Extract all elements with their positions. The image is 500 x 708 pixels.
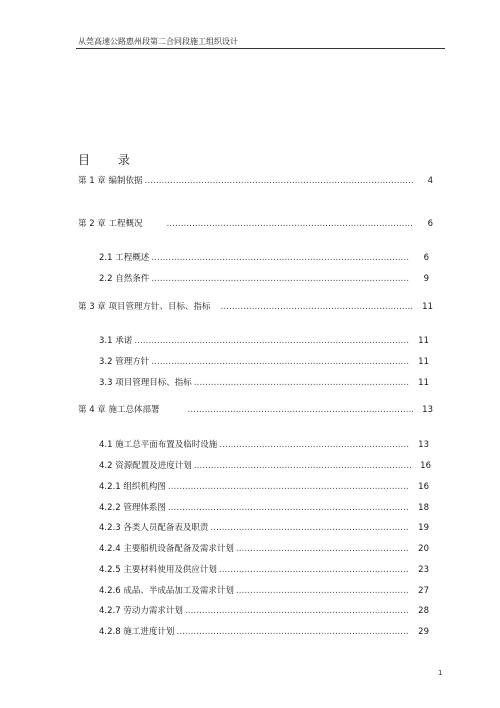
toc-section-entry[interactable] xyxy=(99,461,431,472)
toc-leader-dots xyxy=(176,627,409,638)
toc-leader-dots xyxy=(188,405,413,416)
toc-entry-page: 23 xyxy=(418,565,429,575)
toc-chapter-entry[interactable] xyxy=(78,219,433,230)
toc-subsection-entry[interactable] xyxy=(99,544,429,555)
toc-entry-label: 4.2.7 劳动力需求计划 xyxy=(99,606,183,616)
toc-entry-label: 第 2 章 工程概况 xyxy=(78,219,143,229)
toc-entry-label: 4.2.8 施工进度计划 xyxy=(99,627,175,637)
toc-leader-dots xyxy=(145,176,413,187)
toc-leader-dots xyxy=(194,461,411,472)
toc-leader-dots xyxy=(168,482,409,493)
toc-entry-page: 16 xyxy=(418,482,429,492)
toc-subsection-entry[interactable] xyxy=(99,482,429,493)
page-number: 1 xyxy=(438,669,443,677)
toc-section-entry[interactable] xyxy=(99,336,429,347)
header-rule xyxy=(76,48,445,49)
toc-entry-label: 2.2 自然条件 xyxy=(99,274,150,284)
toc-entry-page: 6 xyxy=(423,253,429,263)
toc-entry-label: 4.2.6 成品、半成品加工及需求计划 xyxy=(99,586,234,596)
toc-title: 目 录 xyxy=(78,153,142,167)
toc-entry-label: 3.1 承诺 xyxy=(99,336,133,346)
toc-entry-label: 4.2.4 主要船机设备配备及需求计划 xyxy=(99,544,234,554)
toc-entry-page: 9 xyxy=(423,274,429,284)
toc-subsection-entry[interactable] xyxy=(99,627,429,638)
toc-subsection-entry[interactable] xyxy=(99,565,429,576)
toc-subsection-entry[interactable] xyxy=(99,523,429,534)
toc-chapter-entry[interactable] xyxy=(78,302,433,313)
toc-leader-dots xyxy=(151,357,409,368)
toc-entry-page: 18 xyxy=(418,503,429,513)
toc-entry-page: 28 xyxy=(418,606,429,616)
toc-leader-dots xyxy=(236,586,409,597)
toc-leader-dots xyxy=(219,565,409,576)
toc-leader-dots xyxy=(134,336,409,347)
toc-entry-label: 3.2 管理方针 xyxy=(99,357,150,367)
toc-leader-dots xyxy=(151,253,409,264)
toc-entry-label: 4.2.5 主要材料使用及供应计划 xyxy=(99,565,217,575)
toc-leader-dots xyxy=(221,302,413,313)
toc-section-entry[interactable] xyxy=(99,253,429,264)
toc-entry-label: 第 4 章 施工总体部署 xyxy=(78,405,160,415)
toc-leader-dots xyxy=(210,523,409,534)
toc-subsection-entry[interactable] xyxy=(99,606,429,617)
toc-entry-label: 4.2.1 组织机构图 xyxy=(99,482,166,492)
toc-section-entry[interactable] xyxy=(99,274,429,285)
toc-entry-page: 4 xyxy=(427,176,433,186)
toc-entry-label: 4.2.3 各类人员配备表及职责 xyxy=(99,523,209,533)
toc-entry-label: 第 1 章 编制依据 xyxy=(78,176,143,186)
toc-leader-dots xyxy=(236,544,409,555)
toc-subsection-entry[interactable] xyxy=(99,586,429,597)
toc-leader-dots xyxy=(151,274,409,285)
toc-entry-page: 11 xyxy=(418,357,429,367)
toc-entry-page: 11 xyxy=(418,378,429,388)
toc-entry-page: 19 xyxy=(418,523,429,533)
toc-chapter-entry[interactable] xyxy=(78,176,433,187)
toc-entry-page: 13 xyxy=(418,440,429,450)
toc-leader-dots xyxy=(219,440,409,451)
toc-entry-label: 2.1 工程概述 xyxy=(99,253,150,263)
toc-leader-dots xyxy=(167,219,413,230)
toc-entry-label: 4.2 资源配置及进度计划 xyxy=(99,461,192,471)
toc-leader-dots xyxy=(168,503,409,514)
toc-subsection-entry[interactable] xyxy=(99,503,429,514)
toc-leader-dots xyxy=(185,606,409,617)
toc-section-entry[interactable] xyxy=(99,440,429,451)
toc-entry-page: 20 xyxy=(418,544,429,554)
toc-entry-label: 4.1 施工总平面布置及临时设施 xyxy=(99,440,218,450)
toc-entry-page: 11 xyxy=(422,302,433,312)
toc-entry-page: 11 xyxy=(418,336,429,346)
toc-entry-page: 6 xyxy=(427,219,433,229)
toc-entry-page: 29 xyxy=(418,627,429,637)
toc-leader-dots xyxy=(194,378,409,389)
toc-entry-label: 4.2.2 管理体系图 xyxy=(99,503,166,513)
toc-entry-page: 13 xyxy=(422,405,433,415)
toc-section-entry[interactable] xyxy=(99,357,429,368)
toc-entry-page: 16 xyxy=(420,461,431,471)
toc-section-entry[interactable] xyxy=(99,378,429,389)
toc-entry-label: 第 3 章 项目管理方针、目标、指标 xyxy=(78,302,211,312)
running-header: 从莞高速公路惠州段第二合同段施工组织设计 xyxy=(78,37,238,46)
toc-chapter-entry[interactable] xyxy=(78,405,433,416)
toc-entry-page: 27 xyxy=(418,586,429,596)
toc-entry-label: 3.3 项目管理目标、指标 xyxy=(99,378,192,388)
